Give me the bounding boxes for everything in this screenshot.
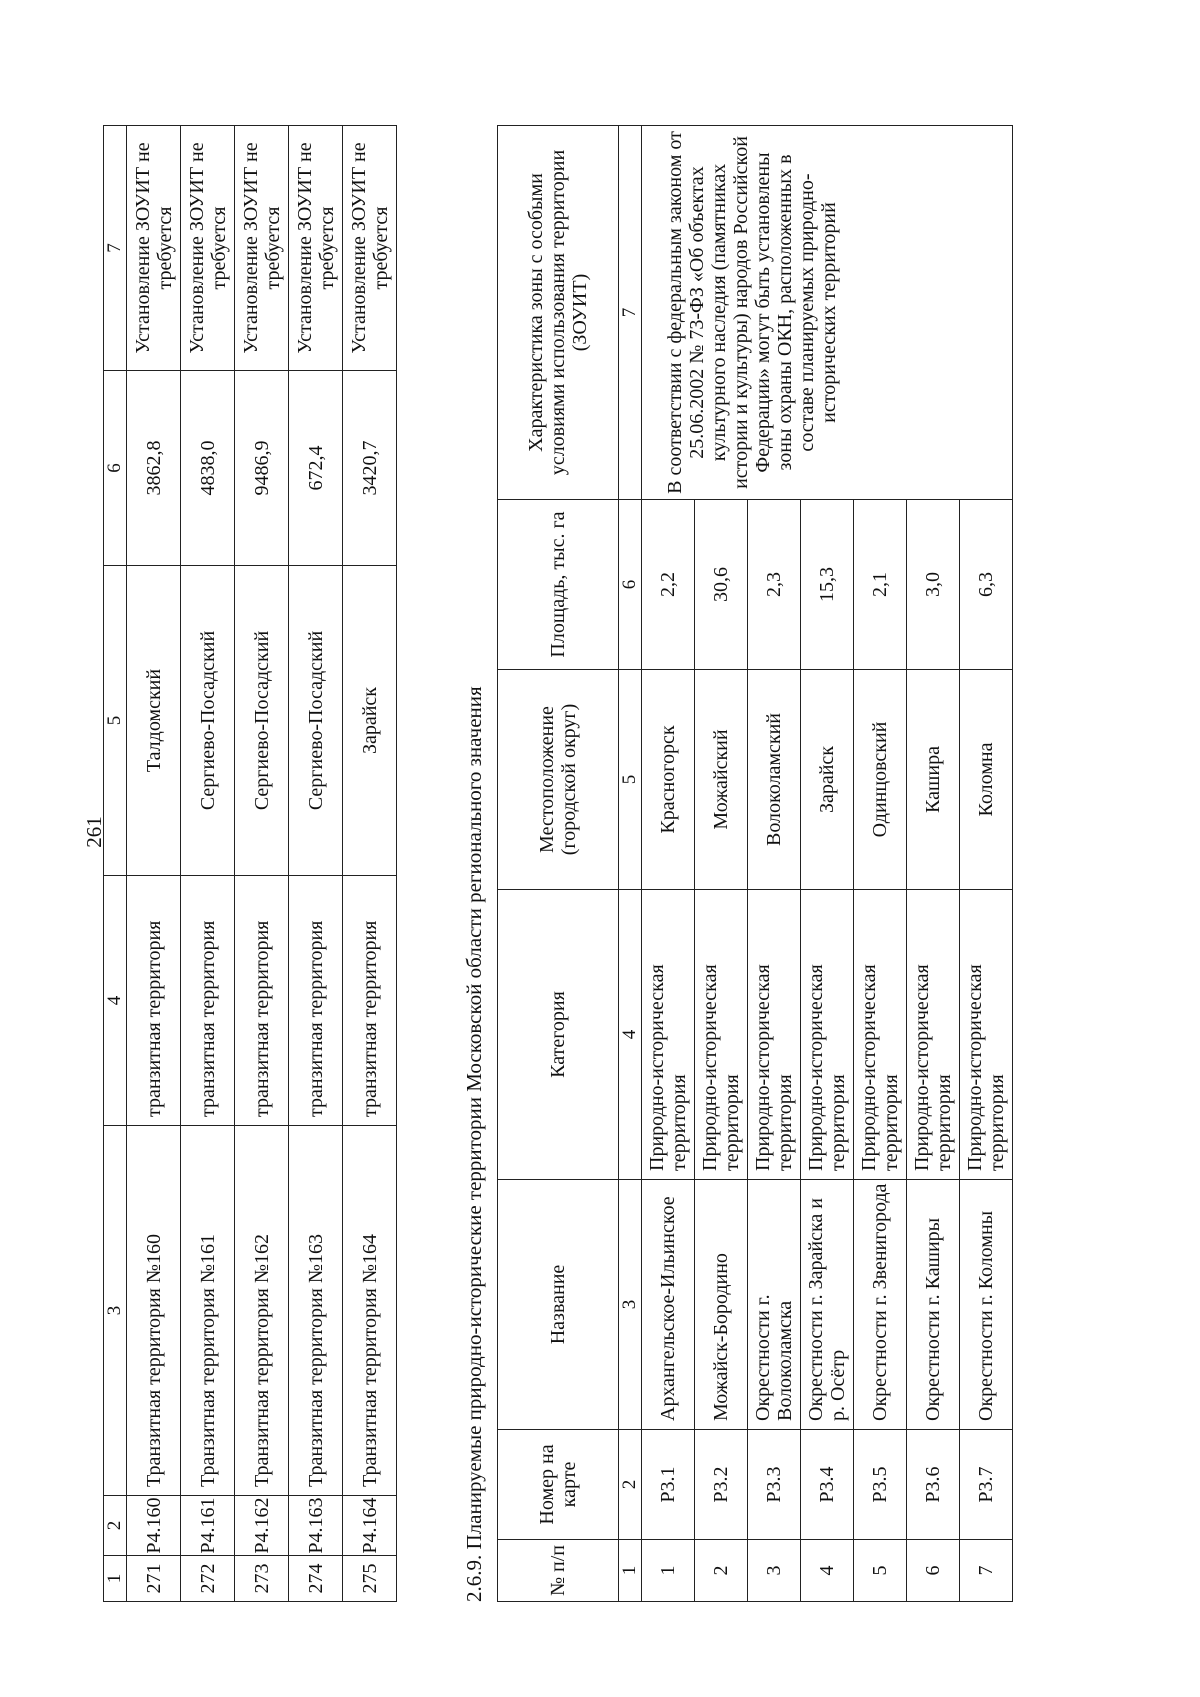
table-row bbox=[343, 126, 397, 1602]
section-heading: 2.6.9. Планируемые природно-исторические территории Московской области регионального значения bbox=[462, 686, 486, 1602]
territory-area: 30,6 bbox=[695, 500, 748, 670]
column-header: № п/п bbox=[498, 1540, 619, 1602]
territory-category: Природно-историческая территория bbox=[801, 890, 854, 1180]
territory-area: 15,3 bbox=[801, 500, 854, 670]
row-number: 5 bbox=[854, 1540, 907, 1602]
territory-name: Транзитная территория №163 bbox=[289, 1126, 343, 1496]
row-number: 271 bbox=[127, 1556, 181, 1602]
territory-category: Природно-историческая территория bbox=[642, 890, 695, 1180]
territory-location: Зарайск bbox=[801, 670, 854, 890]
territory-category: Природно-историческая территория bbox=[748, 890, 801, 1180]
table-row bbox=[642, 126, 695, 1602]
column-index: 6 bbox=[619, 500, 642, 670]
table-header-row bbox=[498, 126, 619, 1602]
table-header-row bbox=[104, 126, 127, 1602]
row-number: 4 bbox=[801, 1540, 854, 1602]
territory-area: 672,4 bbox=[289, 371, 343, 566]
column-index: 2 bbox=[104, 1496, 127, 1556]
row-number: 7 bbox=[960, 1540, 1013, 1602]
table-row bbox=[181, 126, 235, 1602]
column-header: Название bbox=[498, 1180, 619, 1430]
zouit-note: В соответствии с федеральным законом от 25.06.2002 № 73-ФЗ «Об объектах культурного наследия (памятниках истории и культуры) народов Российской Федерации» могут быть установлены зоны охраны ОКН, расположенных в составе планируемых природно-исторических территорий bbox=[642, 126, 1013, 500]
territory-location: Кашира bbox=[907, 670, 960, 890]
map-code: Р3.5 bbox=[854, 1430, 907, 1540]
column-index: 3 bbox=[619, 1180, 642, 1430]
territory-name: Окрестности г. Каширы bbox=[907, 1180, 960, 1430]
zouit-text: Установление ЗОУИТ не требуется bbox=[343, 126, 397, 371]
column-index: 6 bbox=[104, 371, 127, 566]
column-header: Площадь, тыс. га bbox=[498, 500, 619, 670]
territory-name: Транзитная территория №164 bbox=[343, 1126, 397, 1496]
table-row bbox=[289, 126, 343, 1602]
row-number: 275 bbox=[343, 1556, 397, 1602]
zouit-text: Установление ЗОУИТ не требуется bbox=[235, 126, 289, 371]
zouit-text: Установление ЗОУИТ не требуется bbox=[127, 126, 181, 371]
territory-category: Природно-историческая территория bbox=[695, 890, 748, 1180]
table-row bbox=[235, 126, 289, 1602]
map-code: Р3.1 bbox=[642, 1430, 695, 1540]
map-code: Р4.164 bbox=[343, 1496, 397, 1556]
territory-category: транзитная территория bbox=[343, 876, 397, 1126]
territory-location: Можайский bbox=[695, 670, 748, 890]
territory-name: Транзитная территория №160 bbox=[127, 1126, 181, 1496]
territory-name: Окрестности г. Волоколамска bbox=[748, 1180, 801, 1430]
column-index: 5 bbox=[619, 670, 642, 890]
territory-area: 9486,9 bbox=[235, 371, 289, 566]
map-code: Р3.3 bbox=[748, 1430, 801, 1540]
column-header: Номер на карте bbox=[498, 1430, 619, 1540]
map-code: Р4.160 bbox=[127, 1496, 181, 1556]
row-number: 274 bbox=[289, 1556, 343, 1602]
territory-name: Окрестности г. Звенигорода bbox=[854, 1180, 907, 1430]
territory-area: 6,3 bbox=[960, 500, 1013, 670]
territory-location: Коломна bbox=[960, 670, 1013, 890]
territory-name: Можайск-Бородино bbox=[695, 1180, 748, 1430]
zouit-text: Установление ЗОУИТ не требуется bbox=[181, 126, 235, 371]
territory-location: Сергиево-Посадский bbox=[289, 566, 343, 876]
territory-area: 3,0 bbox=[907, 500, 960, 670]
column-index: 4 bbox=[104, 876, 127, 1126]
map-code: Р4.161 bbox=[181, 1496, 235, 1556]
map-code: Р3.6 bbox=[907, 1430, 960, 1540]
territory-area: 2,3 bbox=[748, 500, 801, 670]
territory-name: Окрестности г. Коломны bbox=[960, 1180, 1013, 1430]
territory-category: Природно-историческая территория bbox=[907, 890, 960, 1180]
column-index: 1 bbox=[104, 1556, 127, 1602]
column-index: 7 bbox=[619, 126, 642, 500]
column-header: Характеристика зоны с особыми условиями использования территории (ЗОУИТ) bbox=[498, 126, 619, 500]
column-index: 1 bbox=[619, 1540, 642, 1602]
row-number: 6 bbox=[907, 1540, 960, 1602]
map-code: Р3.7 bbox=[960, 1430, 1013, 1540]
territory-location: Сергиево-Посадский bbox=[181, 566, 235, 876]
territory-category: Природно-историческая территория bbox=[960, 890, 1013, 1180]
table-row bbox=[127, 126, 181, 1602]
column-header: Категория bbox=[498, 890, 619, 1180]
page-number: 261 bbox=[82, 816, 106, 848]
column-index-row bbox=[619, 126, 642, 1602]
territory-location: Зарайск bbox=[343, 566, 397, 876]
transit-territories-table bbox=[103, 125, 397, 1602]
territory-location: Талдомский bbox=[127, 566, 181, 876]
territory-area: 3420,7 bbox=[343, 371, 397, 566]
territory-location: Сергиево-Посадский bbox=[235, 566, 289, 876]
column-index: 2 bbox=[619, 1430, 642, 1540]
territory-name: Окрестности г. Зарайска и р. Осётр bbox=[801, 1180, 854, 1430]
territory-location: Красногорск bbox=[642, 670, 695, 890]
column-index: 4 bbox=[619, 890, 642, 1180]
column-index: 5 bbox=[104, 566, 127, 876]
row-number: 273 bbox=[235, 1556, 289, 1602]
natural-historical-territories-table bbox=[497, 125, 1013, 1602]
territory-category: транзитная территория bbox=[289, 876, 343, 1126]
territory-area: 3862,8 bbox=[127, 371, 181, 566]
territory-name: Транзитная территория №161 bbox=[181, 1126, 235, 1496]
column-index: 3 bbox=[104, 1126, 127, 1496]
territory-category: транзитная территория bbox=[235, 876, 289, 1126]
territory-area: 2,1 bbox=[854, 500, 907, 670]
zouit-text: Установление ЗОУИТ не требуется bbox=[289, 126, 343, 371]
territory-location: Одинцовский bbox=[854, 670, 907, 890]
territory-category: транзитная территория bbox=[127, 876, 181, 1126]
row-number: 2 bbox=[695, 1540, 748, 1602]
row-number: 272 bbox=[181, 1556, 235, 1602]
row-number: 3 bbox=[748, 1540, 801, 1602]
territory-location: Волоколамский bbox=[748, 670, 801, 890]
territory-name: Архангельское-Ильинское bbox=[642, 1180, 695, 1430]
column-header: Местоположение (городской округ) bbox=[498, 670, 619, 890]
map-code: Р3.4 bbox=[801, 1430, 854, 1540]
territory-name: Транзитная территория №162 bbox=[235, 1126, 289, 1496]
map-code: Р4.163 bbox=[289, 1496, 343, 1556]
territory-area: 2,2 bbox=[642, 500, 695, 670]
row-number: 1 bbox=[642, 1540, 695, 1602]
map-code: Р4.162 bbox=[235, 1496, 289, 1556]
column-index: 7 bbox=[104, 126, 127, 371]
map-code: Р3.2 bbox=[695, 1430, 748, 1540]
territory-area: 4838,0 bbox=[181, 371, 235, 566]
territory-category: транзитная территория bbox=[181, 876, 235, 1126]
territory-category: Природно-историческая территория bbox=[854, 890, 907, 1180]
